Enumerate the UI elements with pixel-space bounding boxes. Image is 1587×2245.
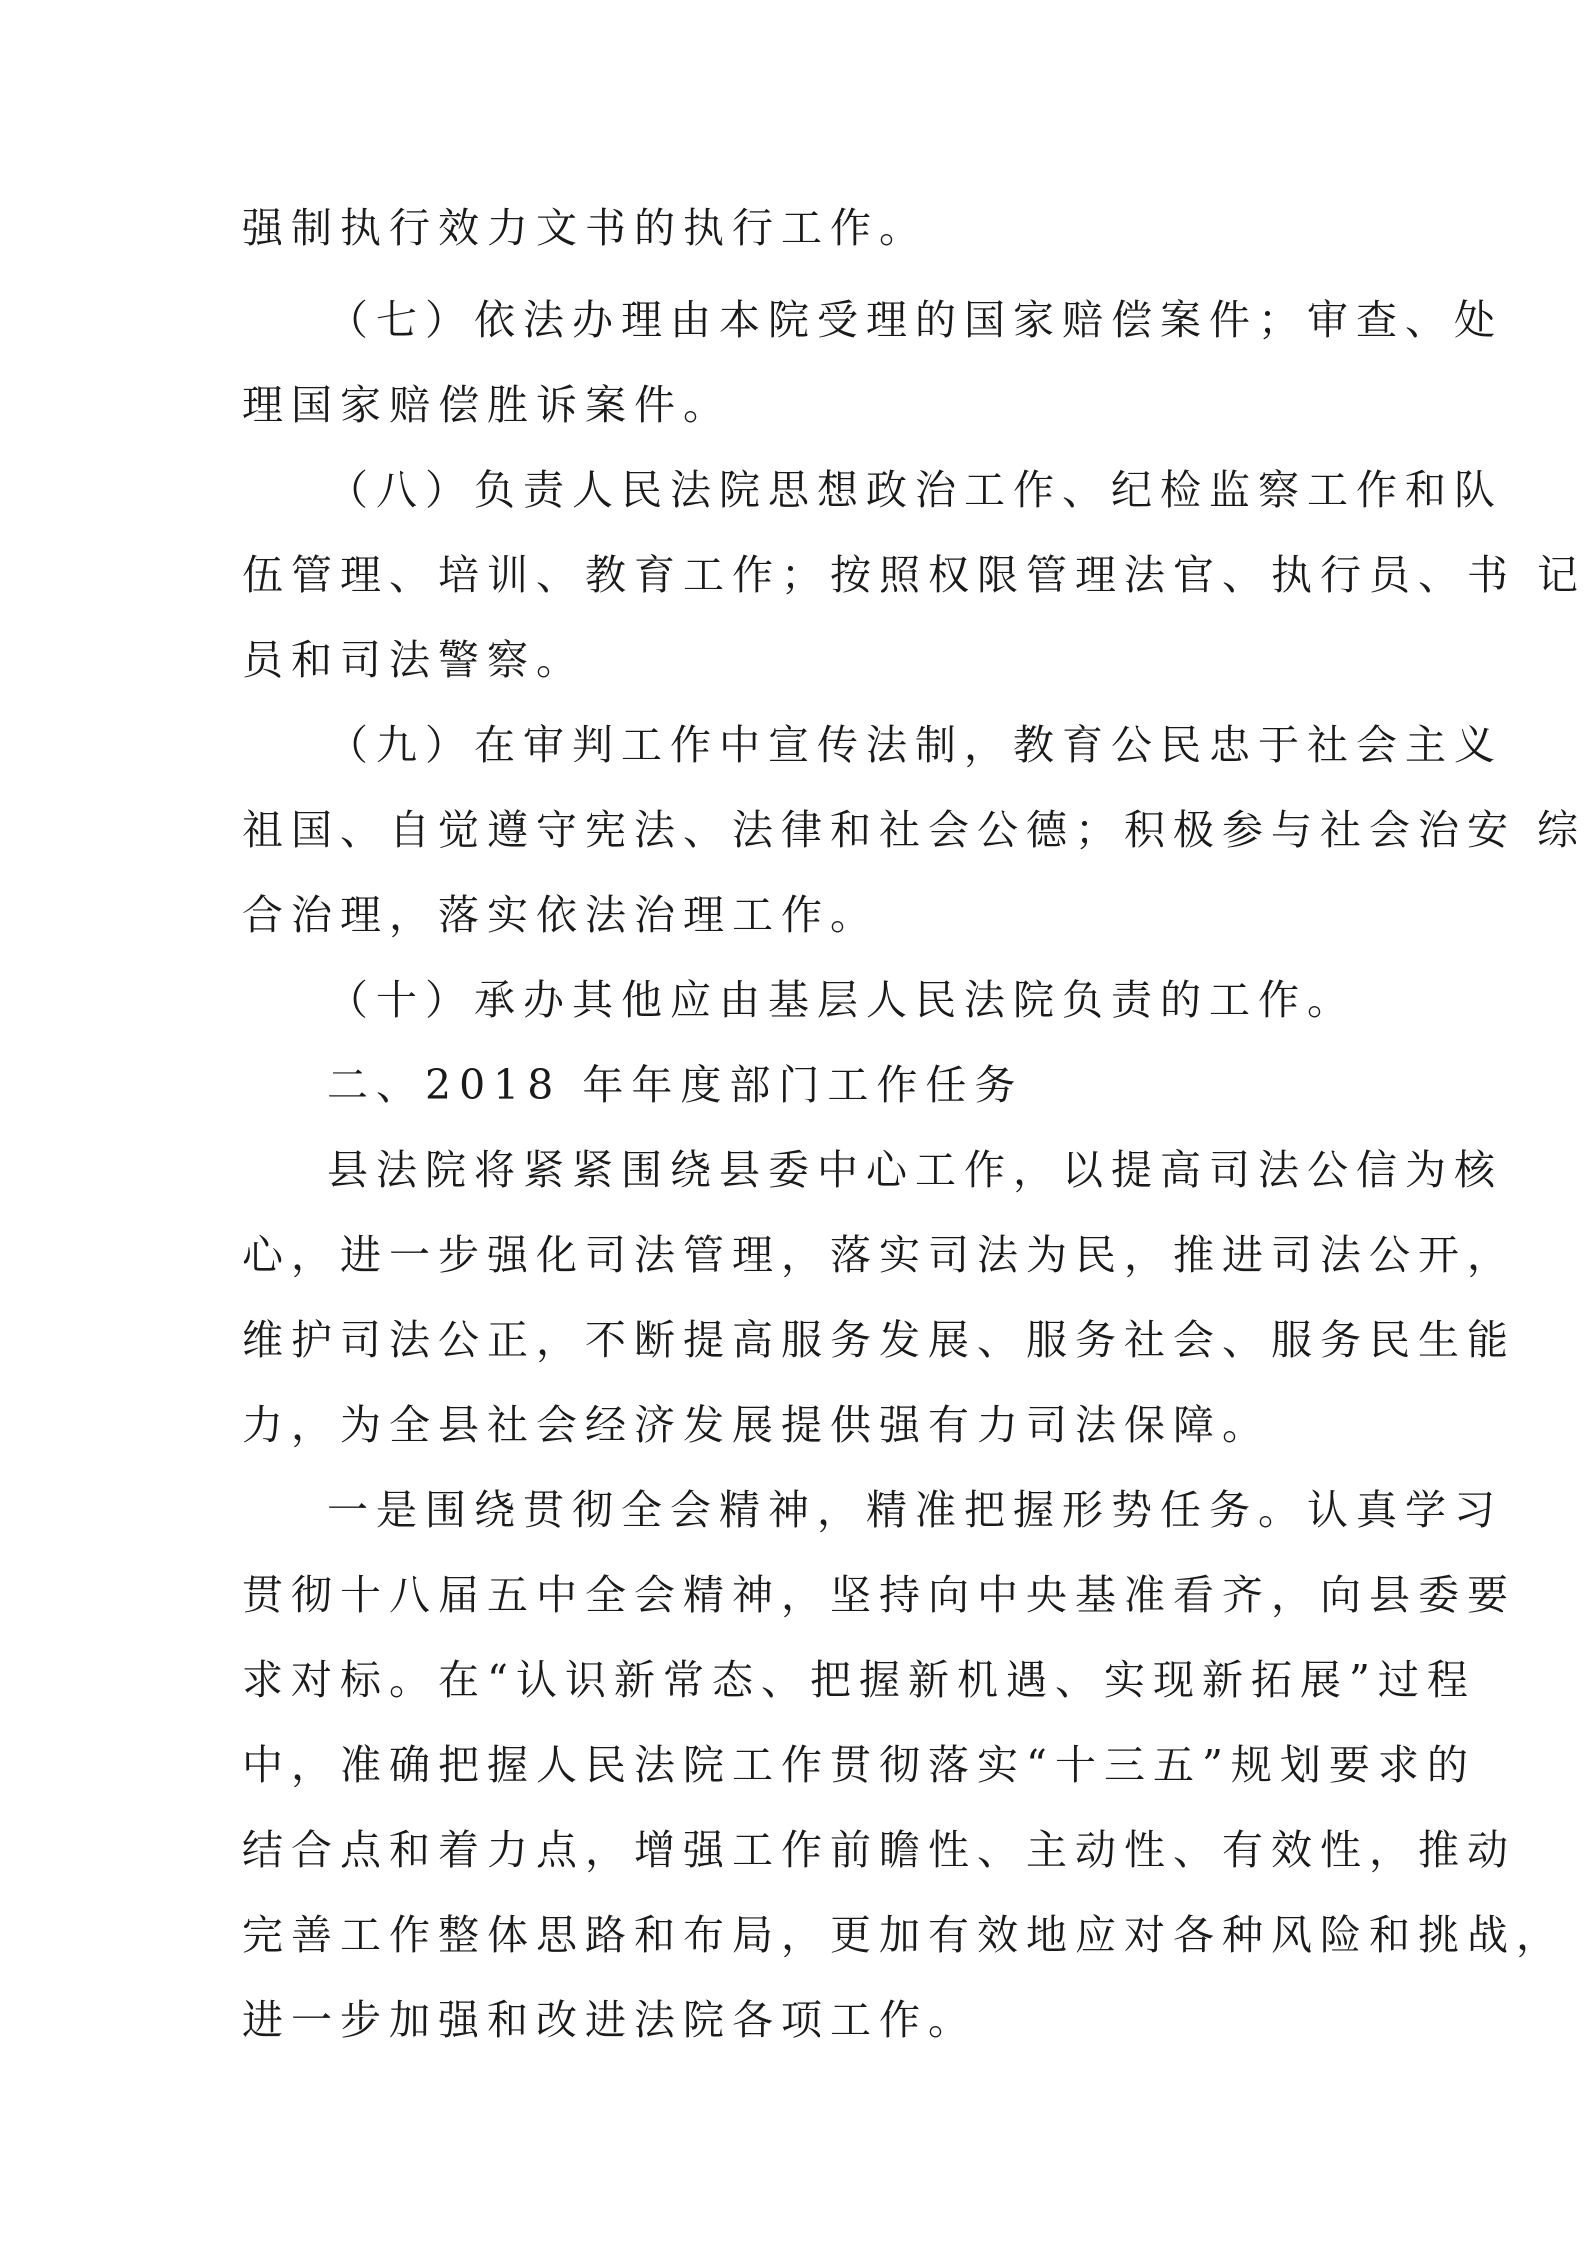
text-line: 伍管理、培训、教育工作；按照权限管理法官、执行员、书 记 xyxy=(242,551,1587,599)
text-line: 贯彻十八届五中全会精神，坚持向中央基准看齐，向县委要 xyxy=(242,1571,1516,1619)
text-line: 县法院将紧紧围绕县委中心工作，以提高司法公信为核 xyxy=(327,1146,1503,1194)
text-line: 结合点和着力点，增强工作前瞻性、主动性、有效性，推动 xyxy=(242,1826,1516,1874)
text-line: 求对标。在“认识新常态、把握新机遇、实现新拓展”过程 xyxy=(242,1656,1476,1704)
text-line: 强制执行效力文书的执行工作。 xyxy=(242,204,928,252)
text-line: 祖国、自觉遵守宪法、法律和社会公德；积极参与社会治安 综 xyxy=(242,806,1587,854)
text-line: （八）负责人民法院思想政治工作、纪检监察工作和队 xyxy=(327,466,1503,514)
text-line: 进一步加强和改进法院各项工作。 xyxy=(242,1996,977,2044)
text-line: （九）在审判工作中宣传法制，教育公民忠于社会主义 xyxy=(327,721,1503,769)
text-line: （七）依法办理由本院受理的国家赔偿案件；审查、处 xyxy=(327,296,1503,344)
text-line: 一是围绕贯彻全会精神，精准把握形势任务。认真学习 xyxy=(327,1486,1503,1534)
section-heading: 二、2018 年年度部门工作任务 xyxy=(327,1061,1024,1109)
text-line: 合治理，落实依法治理工作。 xyxy=(242,891,879,939)
text-line: 完善工作整体思路和布局，更加有效地应对各种风险和挑战， xyxy=(242,1911,1565,1959)
text-line: 心，进一步强化司法管理，落实司法为民，推进司法公开， xyxy=(242,1231,1516,1279)
text-line: 员和司法警察。 xyxy=(242,636,585,684)
text-line: 理国家赔偿胜诉案件。 xyxy=(242,381,732,429)
text-line: 中，准确把握人民法院工作贯彻落实“十三五”规划要求的 xyxy=(242,1741,1476,1789)
text-line: 维护司法公正，不断提高服务发展、服务社会、服务民生能 xyxy=(242,1316,1516,1364)
text-line: 力，为全县社会经济发展提供强有力司法保障。 xyxy=(242,1401,1271,1449)
text-line: （十）承办其他应由基层人民法院负责的工作。 xyxy=(327,976,1356,1024)
